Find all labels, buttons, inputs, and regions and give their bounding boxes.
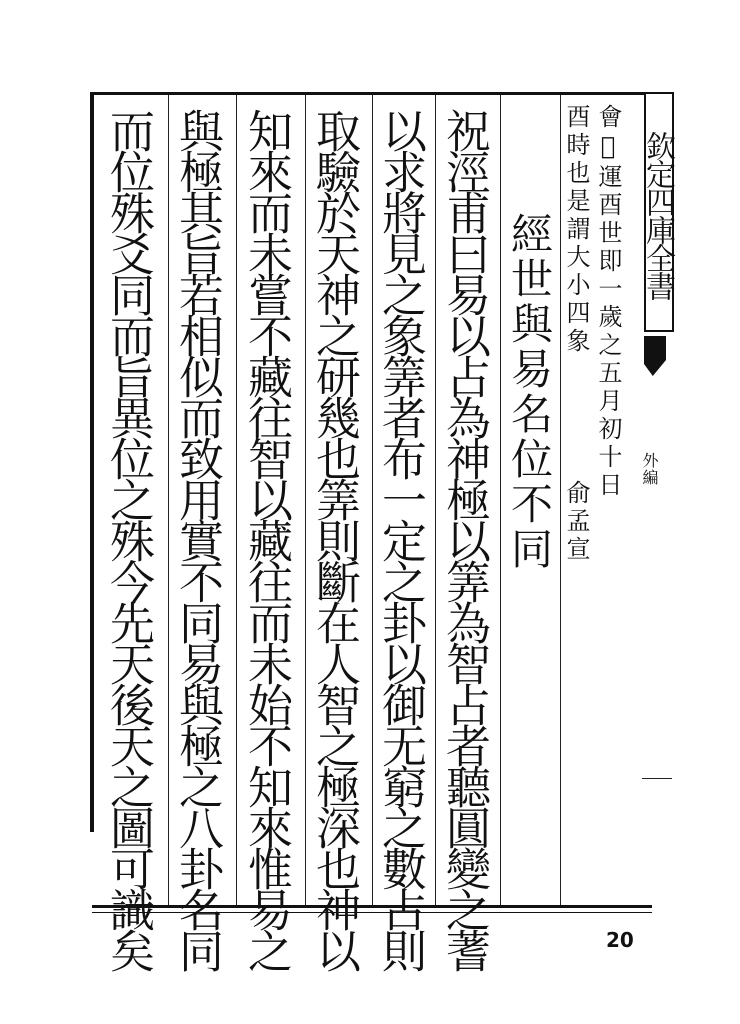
text-column-4: 知來而未嘗不藏往智以藏往而未始不知來惟易之 xyxy=(240,108,293,969)
section-title: 經世與易名位不同 xyxy=(505,212,554,572)
column-divider xyxy=(305,95,306,905)
column-divider xyxy=(236,95,237,905)
note-line-1: 會𠋣運酉世即一歲之五月初十日 xyxy=(594,104,622,500)
text-column-2: 以求將見之象筭者布一定之卦以御无窮之數占則 xyxy=(374,108,427,969)
section-label: 外編 xyxy=(640,452,659,486)
note-author: 俞孟宣 xyxy=(562,480,590,564)
page-number: 20 xyxy=(606,928,634,952)
text-column-3: 取驗於天神之研幾也筭則斷在人智之極深也神以 xyxy=(308,108,361,969)
text-column-5: 與極其旨若相似而致用實不同易與極之八卦名同 xyxy=(171,108,224,969)
note-line-2: 酉時也是謂大小四象 xyxy=(562,104,590,356)
column-divider xyxy=(435,95,436,905)
column-divider xyxy=(372,95,373,905)
column-divider xyxy=(168,95,169,905)
frame-top-border xyxy=(92,92,644,95)
text-column-6: 而位殊爻同而旨異位之殊今先天後天之圖可識矣 xyxy=(102,108,155,969)
column-divider xyxy=(500,95,501,905)
fish-tail-mark xyxy=(644,336,666,376)
margin-strip xyxy=(640,92,675,907)
margin-rule xyxy=(642,778,672,779)
text-column-1: 祝涇甫曰易以占為神極以筭為智占者聽圓變之蓍 xyxy=(438,108,491,969)
frame-left-border xyxy=(90,92,94,832)
column-divider xyxy=(560,95,561,905)
book-header: 欽定四庫全書 xyxy=(644,92,674,332)
